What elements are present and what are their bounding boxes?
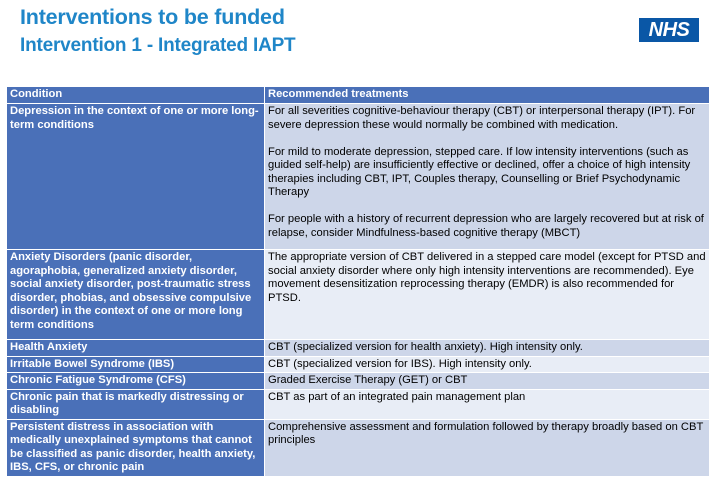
table-row — [7, 104, 710, 250]
nhs-logo: NHS — [639, 18, 699, 42]
condition-cell: Anxiety Disorders (panic disorder, agoraphobia, generalized anxiety disorder, social anxiety disorder, post-traumatic stress disorder, phobias, and obsessive compulsive disorder) in the context of one or more long term conditions — [7, 250, 265, 340]
column-header-condition: Condition — [7, 87, 265, 104]
condition-cell: Health Anxiety — [7, 340, 265, 357]
treatment-paragraph: CBT (specialized version for health anxiety). High intensity only. — [268, 341, 583, 353]
treatment-cell — [265, 340, 710, 357]
page-subtitle: Intervention 1 - Integrated IAPT — [20, 35, 296, 56]
column-header-treatments: Recommended treatments — [265, 87, 710, 104]
condition-cell: Persistent distress in association with medically unexplained symptoms that cannot be classified as panic disorder, health anxiety, IBS, CFS, or chronic pain — [7, 419, 265, 476]
condition-cell: Depression in the context of one or more long-term conditions — [7, 104, 265, 250]
treatment-cell — [265, 356, 710, 373]
condition-cell: Irritable Bowel Syndrome (IBS) — [7, 356, 265, 373]
table-row — [7, 419, 710, 476]
table-row — [7, 356, 710, 373]
treatment-paragraph: CBT (specialized version for IBS). High intensity only. — [268, 357, 532, 370]
condition-cell: Chronic pain that is markedly distressing or disabling — [7, 389, 265, 419]
interventions-table — [6, 86, 710, 477]
table-row — [7, 389, 710, 419]
treatment-paragraph: For people with a history of recurrent depression who are largely recovered but at risk of relapse, consider Mindfulness-based cognitive therapy (MBCT) — [268, 213, 704, 239]
table-row — [7, 373, 710, 390]
treatment-paragraph: CBT as part of an integrated pain management plan — [268, 390, 526, 403]
treatment-cell — [265, 419, 710, 476]
treatment-paragraph: For mild to moderate depression, stepped care. If low intensity interventions (such as guided self-help) are insufficiently effective or declined, offer a choice of high intensity therapies including CBT, IPT, Couples therapy, Counselling or Brief Psychodynamic Therapy — [268, 145, 691, 198]
treatment-cell — [265, 104, 710, 250]
treatment-cell — [265, 389, 710, 419]
treatment-paragraph: Comprehensive assessment and formulation followed by therapy broadly based on CBT principles — [268, 420, 704, 446]
treatment-cell — [265, 250, 710, 340]
condition-cell: Chronic Fatigue Syndrome (CFS) — [7, 373, 265, 390]
treatment-paragraph: For all severities cognitive-behaviour therapy (CBT) or interpersonal therapy (IPT). For severe depression these would normally be combined with medication. — [268, 105, 696, 131]
treatment-cell — [265, 373, 710, 390]
table-row — [7, 250, 710, 340]
table-row — [7, 340, 710, 357]
page-title: Interventions to be funded — [20, 5, 285, 29]
table-header-row — [7, 87, 710, 104]
treatment-paragraph: Graded Exercise Therapy (GET) or CBT — [268, 374, 468, 386]
treatment-paragraph: The appropriate version of CBT delivered in a stepped care model (except for PTSD and social anxiety disorder where only high intensity interventions are recommended). Eye movement desensitization reprocessing therapy (EMDR) is also recommended for PTSD. — [268, 251, 706, 304]
